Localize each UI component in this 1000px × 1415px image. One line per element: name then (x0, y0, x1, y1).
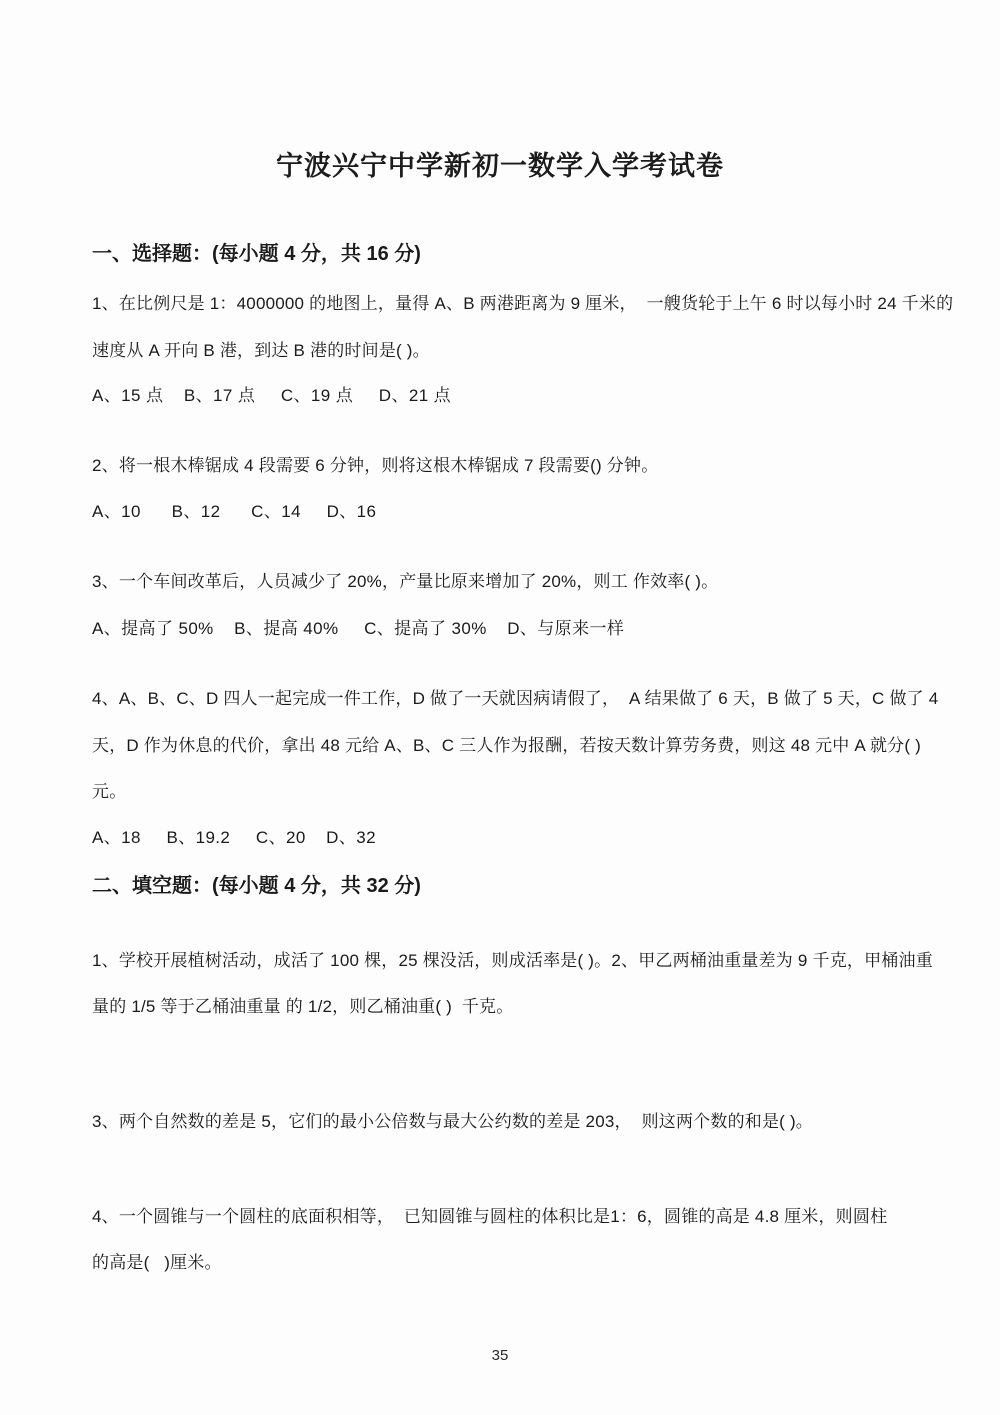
question-2-text-line-1: 2、将一根木棒锯成 4 段需要 6 分钟，则将这根木棒锯成 7 段需要() 分钟。 (92, 456, 659, 475)
question-4-text-line-3: 元。 (92, 782, 127, 801)
page-number: 35 (491, 1347, 509, 1364)
question-4-text-line-2: 天，D 作为休息的代价，拿出 48 元给 A、B、C 三人作为报酬，若按天数计算劳务费，则这 48 元中 A 就分( ) (92, 736, 922, 755)
fill-question-4-text-line-2: 的高是( )厘米。 (92, 1253, 222, 1272)
question-3-options: A、提高了 50% B、提高 40% C、提高了 30% D、与原来一样 (92, 619, 625, 638)
document-title: 宁波兴宁中学新初一数学入学考试卷 (276, 151, 724, 181)
question-4-options: A、18 B、19.2 C、20 D、32 (92, 828, 376, 847)
question-1-options: A、15 点 B、17 点 C、19 点 D、21 点 (92, 386, 452, 405)
question-2-options: A、10 B、12 C、14 D、16 (92, 502, 377, 521)
fill-question-3-text-line-1: 3、两个自然数的差是 5，它们的最小公倍数与最大公约数的差是 203， 则这两个数的和是( )。 (92, 1112, 814, 1131)
section-2-heading: 二、填空题：(每小题 4 分，共 32 分) (92, 875, 421, 897)
question-1-text-line-1: 1、在比例尺是 1：4000000 的地图上，量得 A、B 两港距离为 9 厘米， 一艘货轮于上午 6 时以每小时 24 千米的 (92, 294, 954, 313)
question-4-text-line-1: 4、A、B、C、D 四人一起完成一件工作，D 做了一天就因病请假了， A 结果做了 6 天，B 做了 5 天，C 做了 4 (92, 689, 939, 708)
fill-question-1-2-text-line-1: 1、学校开展植树活动，成活了 100 棵，25 棵没活，则成活率是( )。2、甲乙两桶油重量差为 9 千克，甲桶油重 (92, 951, 933, 970)
question-1-text-line-2: 速度从 A 开向 B 港，到达 B 港的时间是( )。 (92, 341, 430, 360)
fill-question-1-2-text-line-2: 量的 1/5 等于乙桶油重量 的 1/2，则乙桶油重( ) 千克。 (92, 997, 514, 1016)
question-3-text-line-1: 3、一个车间改革后，人员减少了 20%，产量比原来增加了 20%，则工 作效率( )。 (92, 572, 719, 591)
fill-question-4-text-line-1: 4、一个圆锥与一个圆柱的底面积相等， 已知圆锥与圆柱的体积比是1：6，圆锥的高是 4.8 厘米，则圆柱 (92, 1207, 888, 1226)
section-1-heading: 一、选择题：(每小题 4 分，共 16 分) (92, 243, 421, 265)
